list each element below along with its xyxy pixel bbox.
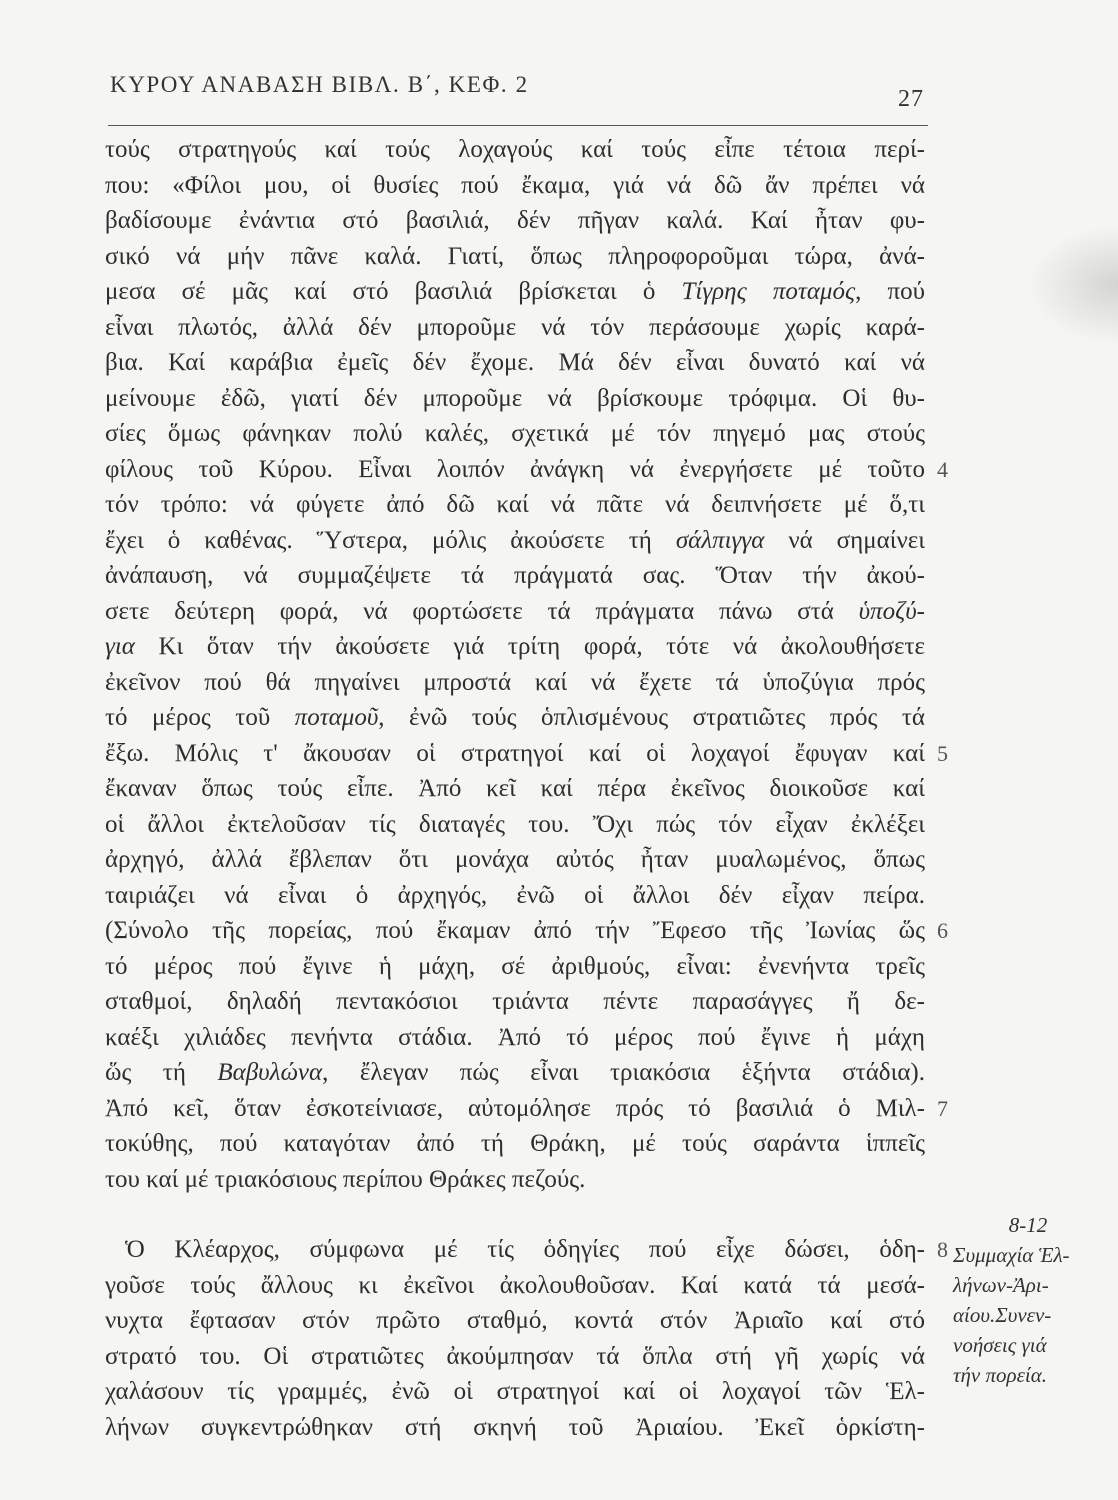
text-line (105, 239, 925, 275)
section-number: 7 (937, 1095, 948, 1121)
text-row (105, 1162, 925, 1198)
text-line (105, 594, 925, 630)
italic-term: ποταμοῦ (294, 704, 379, 731)
text-segment: καέξι χιλιάδες πενήντα στάδια. Ἀπό τό μέρος πού ἔγινε ἡ μάχη (105, 1023, 925, 1051)
text-line (105, 452, 925, 488)
text-segment: σταθμοί, δηλαδή πεντακόσιοι τριάντα πέντε παρασάγγες ἤ δε- (105, 988, 925, 1015)
text-line (105, 1232, 925, 1268)
text-row (105, 310, 925, 346)
text-row (105, 594, 925, 630)
text-line (105, 1055, 925, 1091)
text-segment: γοῦσε τούς ἄλλους κι ἐκεῖνοι ἀκολουθοῦσαν. Καί κατά τά μεσά- (105, 1271, 925, 1299)
text-row (105, 878, 925, 914)
text-row (105, 239, 925, 275)
text-row (105, 1303, 925, 1339)
text-line (105, 665, 925, 701)
text-line (105, 274, 925, 310)
text-segment: ἔκαναν ὅπως τούς εἶπε. Ἀπό κεῖ καί πέρα ἐκεῖνος διοικοῦσε καί (105, 775, 925, 802)
text-line (105, 310, 925, 346)
text-row (105, 203, 925, 239)
text-segment: ἔξω. Μόλις τ' ἄκουσαν οἱ στρατηγοί καί οἱ λοχαγοί ἔφυγαν καί (105, 739, 925, 767)
text-row (105, 1339, 925, 1375)
side-note-range: 8-12 (1008, 1213, 1048, 1237)
text-line (105, 1374, 925, 1410)
text-segment: τοκύθης, πού καταγόταν ἀπό τή Θράκη, μέ τούς σαράντα ἱππεῖς (105, 1130, 925, 1157)
italic-term: Βαβυλώνα (217, 1059, 323, 1086)
text-row (105, 1055, 925, 1091)
text-row (105, 1374, 925, 1410)
text-row (105, 345, 925, 381)
text-segment: , ἐνῶ τούς ὁπλισμένους στρατιῶτες πρός τά (378, 704, 925, 731)
text-line (105, 1126, 925, 1162)
text-segment: φίλους τοῦ Κύρου. Εἶναι λοιπόν ἀνάγκη νά ἐνεργήσετε μέ τοῦτο (105, 455, 925, 483)
text-segment: , ἔλεγαν πώς εἶναι τριακόσια ἑξήντα στάδια). (322, 1059, 925, 1086)
text-segment: ἐκεῖνον πού θά πηγαίνει μπροστά καί νά ἔχετε τά ὑποζύγια πρός (105, 668, 925, 696)
text-line (105, 416, 925, 452)
text-line (105, 1162, 925, 1198)
text-segment: σίες ὅμως φάνηκαν πολύ καλές, σχετικά μέ τόν πηγεμό μας στούς (105, 420, 925, 447)
text-line (105, 168, 925, 204)
text-line (105, 558, 925, 594)
scan-shadow (1028, 225, 1118, 345)
text-line (105, 878, 925, 914)
text-line (105, 381, 925, 417)
section-number: 8 (937, 1237, 948, 1262)
text-segment: νά σημαίνει (764, 526, 925, 554)
text-line (105, 1091, 925, 1127)
text-row (105, 168, 925, 204)
side-note-line: Συμμαχία Ἑλ- (953, 1243, 1070, 1267)
text-row (105, 807, 925, 843)
text-segment: μείνουμε ἐδῶ, γιατί δέν μποροῦμε νά βρίσκουμε τρόφιμα. Οἱ θυ- (105, 384, 925, 412)
text-segment: χαλάσουν τίς γραμμές, ἐνῶ οἱ στρατηγοί καί οἱ λοχαγοί τῶν Ἑλ- (105, 1378, 925, 1405)
text-line (105, 771, 925, 807)
side-note-line: τήν πορεία. (953, 1363, 1047, 1387)
text-segment: Ὁ Κλέαρχος, σύμφωνα μέ τίς ὁδηγίες πού εἶχε δώσει, ὁδη- (125, 1236, 925, 1263)
text-line (105, 700, 925, 736)
text-segment: μεσα σέ μᾶς καί στό βασιλιά βρίσκεται ὁ (105, 278, 682, 305)
text-segment: Ἀπό κεῖ, ὅταν ἐσκοτείνιασε, αὐτομόλησε πρός τό βασιλιά ὁ Μιλ- (105, 1094, 925, 1122)
text-row (105, 984, 925, 1020)
text-segment: στρατό του. Οἱ στρατιῶτες ἀκούμπησαν τά ὅπλα στή γῆ χωρίς νά (105, 1342, 925, 1370)
text-row (105, 771, 925, 807)
text-line (105, 842, 925, 878)
text-segment: του καί μέ τριακόσιους περίπου Θράκες πεζούς. (105, 1165, 586, 1193)
text-line (105, 949, 925, 985)
text-row (105, 1020, 925, 1056)
paragraph (105, 1232, 948, 1445)
text-line (105, 132, 925, 168)
text-line (105, 913, 925, 949)
text-line (105, 629, 925, 665)
italic-term: Τίγρης ποταμός (681, 278, 856, 305)
text-row (105, 132, 925, 168)
text-line (105, 984, 925, 1020)
side-note-line: αίου.Συνεν- (953, 1303, 1052, 1327)
running-title: ΚΥΡΟΥ ΑΝΑΒΑΣΗ ΒΙΒΛ. Β΄, ΚΕΦ. 2 (110, 72, 529, 97)
text-row (105, 700, 925, 736)
text-row (105, 1232, 948, 1268)
text-segment: ὥς τή (105, 1059, 218, 1086)
text-row (105, 558, 925, 594)
italic-term: ὑποζύ- (858, 597, 925, 625)
text-segment: τούς στρατηγούς καί τούς λοχαγούς καί τούς εἶπε τέτοια περί- (105, 136, 925, 163)
italic-term: για (105, 633, 135, 660)
text-segment: τό μέρος πού ἔγινε ἡ μάχη, σέ ἀριθμούς, εἶναι: ἐνενήντα τρεῖς (105, 952, 925, 980)
text-segment: (Σύνολο τῆς πορείας, πού ἔκαμαν ἀπό τήν Ἔφεσο τῆς Ἰωνίας ὥς (105, 917, 925, 944)
text-line (105, 736, 925, 772)
text-line (105, 1303, 925, 1339)
text-segment: νυχτα ἔφτασαν στόν πρῶτο σταθμό, κοντά στόν Ἀριαῖο καί στό (105, 1307, 925, 1334)
text-line (105, 523, 925, 559)
text-row (105, 1126, 925, 1162)
text-row (105, 913, 948, 949)
text-row (105, 1268, 925, 1304)
side-note (953, 1210, 1103, 1390)
text-segment: τόν τρόπο: νά φύγετε ἀπό δῶ καί νά πᾶτε νά δειπνήσετε μέ ὅ,τι (105, 491, 925, 518)
text-line (105, 345, 925, 381)
text-segment: σικό νά μήν πᾶνε καλά. Γιατί, ὅπως πληροφοροῦμαι τώρα, ἀνά- (105, 242, 925, 270)
side-note-line: νοήσεις γιά (953, 1333, 1047, 1357)
side-note-line: λήνων-Ἀρι- (953, 1273, 1049, 1297)
page-number: 27 (898, 86, 924, 112)
text-row (105, 1091, 948, 1127)
text-segment: σετε δεύτερη φορά, νά φορτώσετε τά πράγματα πάνω στά (105, 597, 859, 625)
text-row (105, 736, 948, 772)
text-segment: λήνων συγκεντρώθηκαν στή σκηνή τοῦ Ἀριαίου. Ἐκεῖ ὁρκίστη- (105, 1413, 925, 1441)
text-segment: οἱ ἄλλοι ἐκτελοῦσαν τίς διαταγές του. Ὄχι πώς τόν εἶχαν ἐκλέξει (105, 810, 925, 838)
text-segment: ἀνάπαυση, νά συμμαζέψετε τά πράγματά σας. Ὅταν τήν ἀκού- (105, 562, 925, 589)
text-segment: ἔχει ὁ καθένας. Ὕστερα, μόλις ἀκούσετε τή (105, 526, 676, 554)
text-row (105, 487, 925, 523)
text-row (105, 274, 925, 310)
text-segment: , πού (855, 278, 925, 305)
text-row (105, 523, 925, 559)
text-line (105, 1268, 925, 1304)
text-row (105, 949, 925, 985)
text-line (105, 1020, 925, 1056)
text-line (105, 807, 925, 843)
text-segment: Κι ὅταν τήν ἀκούσετε γιά τρίτη φορά, τότε νά ἀκολουθήσετε (134, 633, 925, 660)
text-segment: ταιριάζει νά εἶναι ὁ ἀρχηγός, ἐνῶ οἱ ἄλλοι δέν εἶχαν πείρα. (105, 881, 925, 909)
text-line (105, 1339, 925, 1375)
text-segment: εἶναι πλωτός, ἀλλά δέν μποροῦμε νά τόν περάσουμε χωρίς καρά- (105, 313, 925, 341)
text-segment: βια. Καί καράβια ἐμεῖς δέν ἔχομε. Μά δέν εἶναι δυνατό καί νά (105, 349, 925, 376)
text-line (105, 487, 925, 523)
paragraph (105, 132, 948, 1197)
text-row (105, 842, 925, 878)
text-line (105, 203, 925, 239)
text-segment: βαδίσουμε ἐνάντια στό βασιλιά, δέν πῆγαν καλά. Καί ἦταν φυ- (105, 207, 925, 234)
section-number: 4 (937, 456, 948, 482)
text-line (105, 1410, 925, 1446)
italic-term: σάλπιγγα (675, 526, 765, 554)
text-segment: ἀρχηγό, ἀλλά ἔβλεπαν ὅτι μονάχα αὐτός ἦταν μυαλωμένος, ὅπως (105, 846, 925, 873)
header-rule (108, 125, 928, 126)
text-row (105, 416, 925, 452)
text-row (105, 629, 925, 665)
text-segment: που: «Φίλοι μου, οἱ θυσίες πού ἔκαμα, γιά νά δῶ ἄν πρέπει νά (105, 171, 925, 199)
section-number: 6 (937, 918, 948, 943)
text-row (105, 1410, 925, 1446)
text-row (105, 381, 925, 417)
text-segment: τό μέρος τοῦ (105, 704, 295, 731)
text-row (105, 665, 925, 701)
main-text (105, 132, 948, 1445)
text-row (105, 452, 948, 488)
section-number: 5 (937, 740, 948, 766)
